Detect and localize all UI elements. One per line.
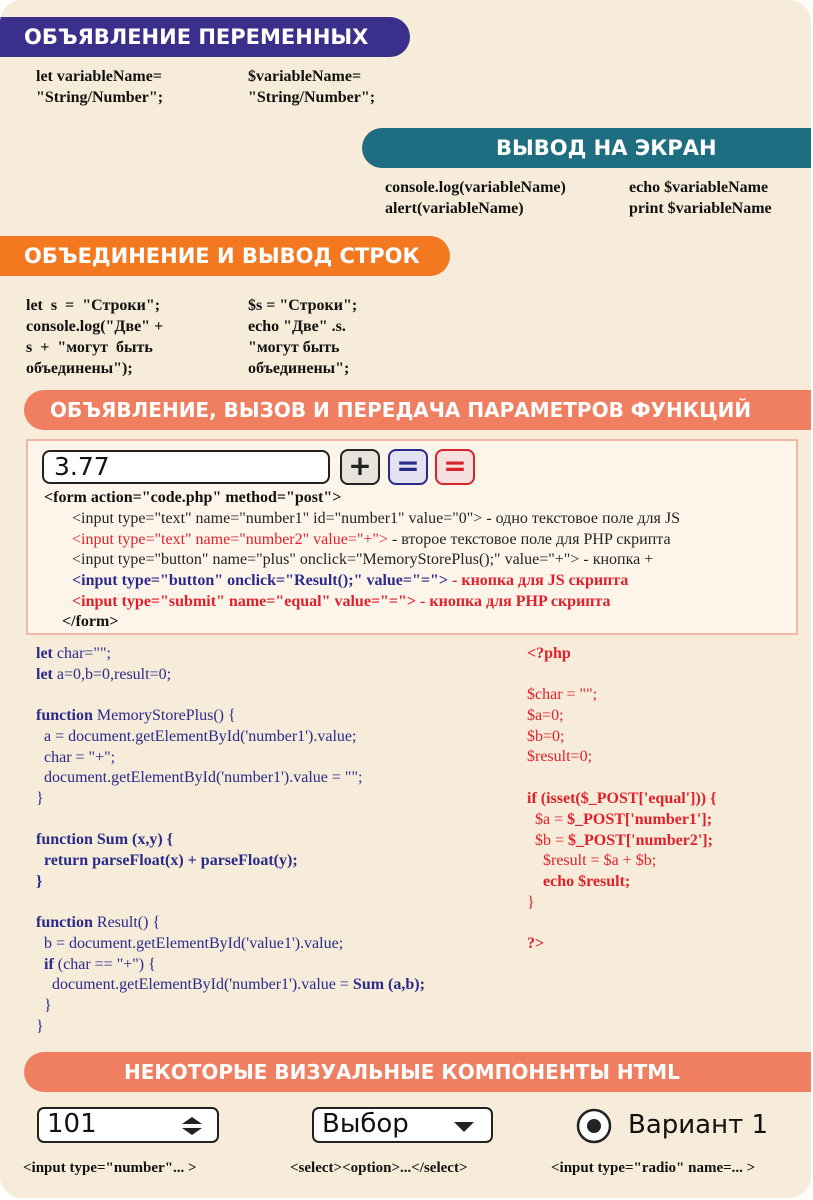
form-line-plus-code: <input type="button" name="plus" onclick="MemoryStorePlus();" value="+"> <box>72 551 580 568</box>
plus-button[interactable]: + <box>340 449 380 485</box>
form-line-number1-desc: - одно текстовое поле для JS <box>482 510 681 527</box>
form-line-plus-desc: - кнопка + <box>579 551 654 568</box>
equals-php-button[interactable]: = <box>435 449 475 485</box>
js-memorystoreplus-body: a = document.getElementById('number1').value; char = "+"; document.getElementById('number1').value = ""; } <box>36 727 363 808</box>
php-post-number2: $_POST['number2']; <box>568 831 713 849</box>
output-php-code: echo $variableName print $variableName <box>629 179 772 217</box>
form-open-tag: <form action="code.php" method="post"> <box>44 489 342 506</box>
radio-selected-icon[interactable] <box>576 1108 612 1144</box>
concat-js-code: let s = "Строки"; console.log("Две" + s + "могут быть объединены"); <box>26 297 164 377</box>
select-value: Выбор <box>322 1109 409 1139</box>
php-b-assign: $b = <box>527 831 569 849</box>
js-memorystoreplus-head: MemoryStorePlus() { <box>92 707 236 724</box>
number1-text-input[interactable]: 3.77 <box>42 450 330 484</box>
php-echo-line: echo $result; <box>527 873 631 891</box>
section-title-output: ВЫВОД НА ЭКРАН <box>362 128 811 168</box>
js-code-memorystoreplus <box>36 706 362 810</box>
form-line-result <box>72 572 628 590</box>
js-result-line1: b = document.getElementById('value1').value; <box>36 934 344 952</box>
js-function-keyword: function <box>36 707 93 724</box>
php-post-number1: $_POST['number1']; <box>567 810 713 828</box>
js-char-decl: char=""; <box>52 645 111 662</box>
form-line-equal <box>72 593 611 611</box>
js-result-close: } } <box>36 997 52 1035</box>
js-if-condition: (char == "+") { <box>53 955 156 973</box>
section-title-functions: ОБЪЯВЛЕНИЕ, ВЫЗОВ И ПЕРЕДАЧА ПАРАМЕТРОВ ФУНКЦИЙ <box>24 390 811 430</box>
output-js-code: console.log(variableName) alert(variableName) <box>385 179 566 217</box>
js-code-sum <box>36 830 298 892</box>
form-line-number2-desc: - второе текстовое поле для PHP скрипта <box>387 531 671 548</box>
js-result-call: document.getElementById('number1').value = <box>36 976 353 994</box>
form-line-plus <box>72 551 653 569</box>
number-input-value: 101 <box>47 1109 97 1139</box>
concat-php-code: $s = "Строки"; echo "Две" .s. "могут быть объединены"; <box>248 297 358 377</box>
js-sum-call: Sum (a,b); <box>352 976 425 994</box>
radio-label[interactable]: Вариант 1 <box>628 1110 769 1140</box>
php-close-brace: } <box>527 893 535 911</box>
equals-js-button[interactable]: = <box>388 449 428 485</box>
form-line-result-code: <input type="button" onclick="Result();" value="="> <box>72 572 449 589</box>
number-input-caption: <input type="number"... > <box>23 1160 197 1176</box>
spinner-arrows-icon[interactable] <box>181 1116 203 1136</box>
form-line-number2-code: <input type="text" name="number2" value="+"> <box>72 531 388 548</box>
js-function-keyword-2: function <box>36 914 93 931</box>
section-title-concat: ОБЪЕДИНЕНИЕ И ВЫВОД СТРОК <box>0 236 450 276</box>
js-if-keyword: if <box>44 955 54 973</box>
php-vars: $char = ""; $a=0; $b=0; $result=0; <box>527 686 598 766</box>
form-line-result-desc: - кнопка для JS скрипта <box>448 572 629 589</box>
radio-caption: <input type="radio" name=... > <box>551 1160 756 1176</box>
js-let-keyword-2: let <box>36 665 53 683</box>
form-demo-panel <box>26 439 798 635</box>
section-title-components: НЕКОТОРЫЕ ВИЗУАЛЬНЫЕ КОМПОНЕНТЫ HTML <box>24 1052 811 1092</box>
form-line-equal-code: <input type="submit" name="equal" value="="> <box>72 593 417 610</box>
js-code-result <box>36 913 425 1038</box>
form-line-number2 <box>72 531 671 549</box>
select-widget[interactable] <box>312 1107 493 1143</box>
js-sum-head: function Sum (x,y) { <box>36 831 173 848</box>
php-a-assign: $a = <box>527 810 568 828</box>
form-line-number1-code: <input type="text" name="number1" id="number1" value="0"> <box>72 510 483 527</box>
declare-js-code: let variableName= "String/Number"; <box>36 68 164 106</box>
js-let-keyword: let <box>36 645 53 662</box>
form-line-number1 <box>72 510 680 528</box>
php-close-tag: ?> <box>527 935 545 952</box>
js-code-vars <box>36 644 171 686</box>
chevron-down-icon <box>453 1121 475 1133</box>
form-close-tag: </form> <box>62 613 119 630</box>
number-input-widget[interactable] <box>37 1107 219 1143</box>
section-title-declare: ОБЪЯВЛЕНИЕ ПЕРЕМЕННЫХ <box>0 17 410 57</box>
php-result-line: $result = $a + $b; <box>527 852 657 870</box>
php-if-block <box>527 789 716 914</box>
php-if-head: if (isset($_POST['equal'])) { <box>527 790 717 807</box>
js-result-head: Result() { <box>92 914 161 931</box>
php-open-tag: <?php <box>527 645 571 662</box>
form-line-equal-desc: - кнопка для PHP скрипта <box>416 593 611 610</box>
select-caption: <select><option>...</select> <box>290 1160 468 1176</box>
js-abresult-decl: a=0,b=0,result=0; <box>52 665 172 683</box>
js-sum-body: return parseFloat(x) + parseFloat(y); } <box>36 851 298 890</box>
declare-php-code: $variableName= "String/Number"; <box>248 68 376 106</box>
